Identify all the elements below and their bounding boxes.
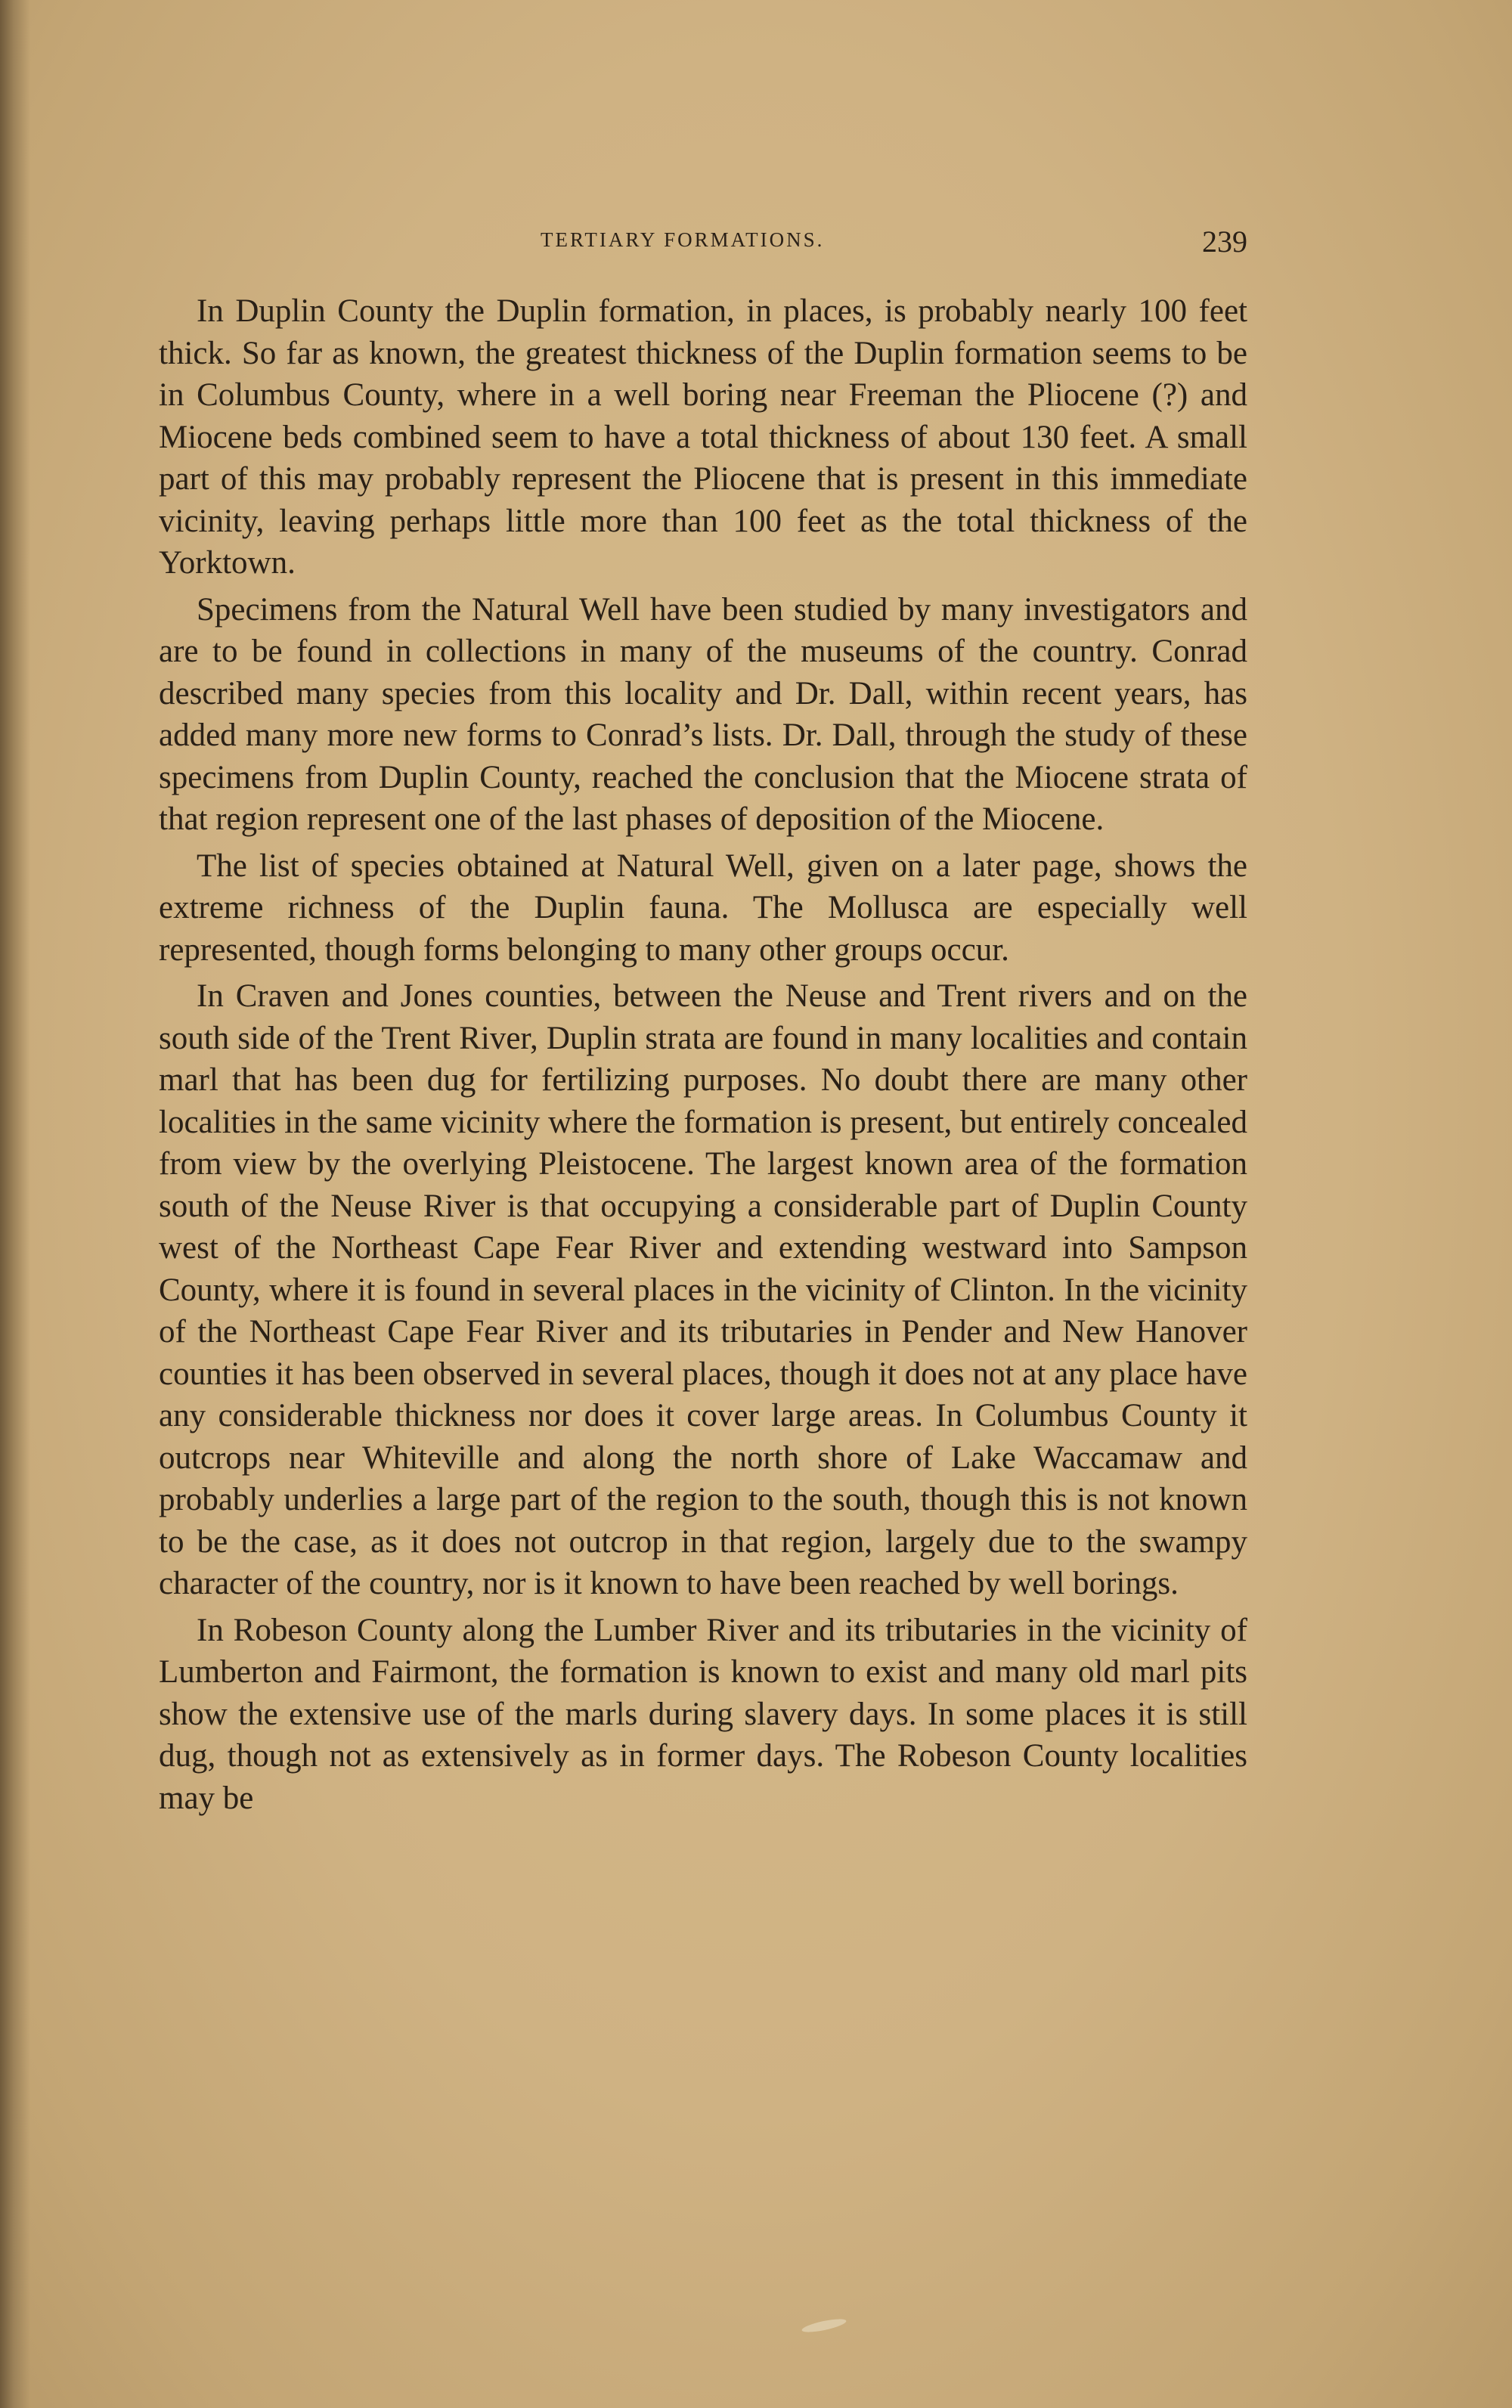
binding-shadow [0,0,30,2408]
body-text [159,290,1247,1824]
page-number: 239 [1202,225,1247,259]
paragraph-craven-jones-counties: In Craven and Jones counties, between the Neuse and Trent rivers and on the south side of the Trent River, Duplin strata are found in many localities and contain marl that has been dug for fertilizing purposes. No doubt there are many other localities in the same vicinity where the formation is present, but entirely concealed from view by the overlying Pleistocene. The largest known area of the formation south of the Neuse River is that occupying a considerable part of Duplin County west of the Northeast Cape Fear River and extending westward into Sampson County, where it is found in several places in the vicinity of Clinton. In the vicinity of the Northeast Cape Fear River and its tributaries in Pender and New Hanover counties it has been observed in several places, though it does not at any place have any considerable thickness nor does it cover large areas. In Columbus County it outcrops near Whiteville and along the north shore of Lake Waccamaw and probably underlies a large part of the region to the south, though this is not known to be the case, as it does not outcrop in that region, largely due to the swampy character of the country, nor is it known to have been reached by well borings. [159,978,1247,1601]
paragraph-robeson-county: In Robeson County along the Lumber River and its tributaries in the vicinity of Lumberton and Fairmont, the formation is known to exist and many old marl pits show the extensive use of the marls during slavery days. In some places it is still dug, though not as extensively as in former days. The Robeson County localities may be [159,1612,1247,1816]
paragraph-duplin-thickness: In Duplin County the Duplin formation, in places, is probably nearly 100 feet thick. So far as known, the greatest thickness of the Duplin formation seems to be in Columbus County, where in a well boring near Freeman the Pliocene (?) and Miocene beds combined seem to have a total thickness of about 130 feet. A small part of this may probably represent the Pliocene that is present in this immediate vicinity, leaving perhaps little more than 100 feet as the total thickness of the Yorktown. [159,293,1247,581]
paragraph-species-list: The list of species obtained at Natural Well, given on a later page, shows the extreme richness of the Duplin fauna. The Mollusca are especially well represented, though forms belonging to many other groups occur. [159,848,1247,968]
paragraph-natural-well-specimens: Specimens from the Natural Well have been studied by many investigators and are to be found in collections in many of the museums of the country. Conrad described many species from this locality and Dr. Dall, within recent years, has added many more new forms to Conrad’s lists. Dr. Dall, through the study of these specimens from Duplin County, reached the conclusion that the Miocene strata of that region represent one of the last phases of deposition of the Miocene. [159,591,1247,837]
page-header [159,224,1247,269]
running-head: TERTIARY FORMATIONS. [541,228,825,251]
paper-smudge [801,2317,847,2335]
